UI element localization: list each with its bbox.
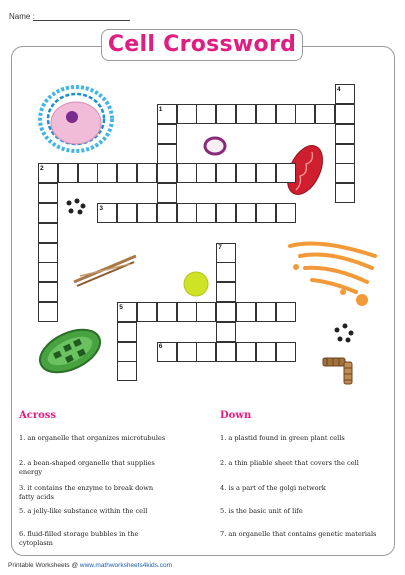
lysosome-icon xyxy=(184,272,208,296)
grid-cell[interactable] xyxy=(38,243,58,263)
grid-cell[interactable] xyxy=(38,203,58,223)
down-clue-5: 5. is the basic unit of life xyxy=(220,507,303,515)
grid-cell[interactable] xyxy=(157,203,177,223)
grid-cell[interactable] xyxy=(38,223,58,243)
grid-cell[interactable] xyxy=(236,163,256,183)
grid-cell[interactable] xyxy=(177,302,197,322)
across-clue-3: 3. it contains the enzyme to break down fatty acids xyxy=(19,484,154,501)
grid-cell[interactable] xyxy=(256,342,276,362)
clue-number: 1 xyxy=(158,105,163,113)
grid-cell[interactable] xyxy=(196,342,216,362)
animal-cell-icon xyxy=(40,87,112,151)
footer xyxy=(8,562,172,569)
clue-number: 5 xyxy=(119,303,123,311)
grid-cell[interactable] xyxy=(276,104,296,124)
grid-cell[interactable] xyxy=(157,302,177,322)
golgi-apparatus-icon xyxy=(290,244,375,306)
grid-cell[interactable] xyxy=(38,262,58,282)
across-heading: Across xyxy=(19,410,57,421)
grid-cell[interactable] xyxy=(335,124,355,144)
grid-cell[interactable] xyxy=(196,302,216,322)
grid-cell[interactable] xyxy=(157,183,177,203)
grid-cell[interactable] xyxy=(38,282,58,302)
grid-cell[interactable] xyxy=(216,342,236,362)
grid-cell[interactable] xyxy=(256,302,276,322)
across-clue-2: 2. a bean-shaped organelle that supplies energy xyxy=(19,459,155,476)
down-clue-4: 4. is a part of the golgi network xyxy=(220,484,326,492)
page-title: Cell Crossword xyxy=(107,32,297,57)
grid-cell[interactable] xyxy=(117,203,137,223)
grid-cell[interactable] xyxy=(335,144,355,164)
down-clue-7: 7. an organelle that contains genetic materials xyxy=(220,530,377,538)
clue-number: 2 xyxy=(40,164,44,172)
across-clue-1: 1. an organelle that organizes microtubules xyxy=(19,434,166,442)
grid-cell[interactable] xyxy=(216,262,236,282)
grid-cell[interactable] xyxy=(137,163,157,183)
grid-cell[interactable] xyxy=(117,163,137,183)
grid-cell[interactable] xyxy=(216,104,236,124)
grid-cell[interactable] xyxy=(315,104,335,124)
grid-cell[interactable] xyxy=(117,322,137,342)
grid-cell[interactable] xyxy=(295,104,315,124)
grid-cell[interactable] xyxy=(276,342,296,362)
grid-cell[interactable] xyxy=(78,163,98,183)
grid-cell[interactable] xyxy=(177,203,197,223)
grid-cell[interactable] xyxy=(256,163,276,183)
grid-cell[interactable] xyxy=(196,104,216,124)
grid-cell[interactable] xyxy=(216,322,236,342)
cytoskeleton-icon xyxy=(74,256,136,286)
grid-cell[interactable] xyxy=(137,203,157,223)
grid-cell[interactable] xyxy=(137,302,157,322)
grid-cell[interactable] xyxy=(157,144,177,164)
ribosome-dots-icon xyxy=(335,324,354,343)
grid-cell[interactable] xyxy=(256,203,276,223)
grid-cell[interactable] xyxy=(216,203,236,223)
chloroplast-icon xyxy=(33,321,106,381)
across-clue-6: 6. fluid-filled storage bubbles in the cytoplasm xyxy=(19,530,139,547)
grid-cell[interactable] xyxy=(58,163,78,183)
grid-cell[interactable] xyxy=(117,361,137,381)
down-clue-2: 2. a thin pliable sheet that covers the cell xyxy=(220,459,359,467)
grid-cell[interactable] xyxy=(157,124,177,144)
grid-cell[interactable] xyxy=(196,163,216,183)
grid-cell[interactable] xyxy=(216,302,236,322)
clue-number: 3 xyxy=(99,204,104,212)
grid-cell[interactable] xyxy=(236,342,256,362)
grid-cell[interactable] xyxy=(97,163,117,183)
grid-cell[interactable] xyxy=(236,203,256,223)
grid-cell[interactable] xyxy=(177,342,197,362)
grid-cell[interactable] xyxy=(276,163,296,183)
ribosome-dots-icon xyxy=(67,199,86,215)
grid-cell[interactable] xyxy=(38,183,58,203)
clue-number: 4 xyxy=(337,85,341,93)
name-label: Name : xyxy=(9,12,35,21)
grid-cell[interactable] xyxy=(38,302,58,322)
grid-cell[interactable] xyxy=(276,203,296,223)
grid-cell[interactable] xyxy=(335,104,355,124)
down-clue-1: 1. a plastid found in green plant cells xyxy=(220,434,345,442)
grid-cell[interactable] xyxy=(177,104,197,124)
grid-cell[interactable] xyxy=(276,302,296,322)
vacuole-icon xyxy=(205,138,225,154)
grid-cell[interactable] xyxy=(177,163,197,183)
grid-cell[interactable] xyxy=(236,104,256,124)
grid-cell[interactable] xyxy=(216,282,236,302)
grid-cell[interactable] xyxy=(117,342,137,362)
grid-cell[interactable] xyxy=(335,163,355,183)
grid-cell[interactable] xyxy=(157,163,177,183)
footer-site-link[interactable]: www.mathworksheets4kids.com xyxy=(79,562,172,569)
grid-cell[interactable] xyxy=(216,163,236,183)
grid-cell[interactable] xyxy=(236,302,256,322)
grid-cell[interactable] xyxy=(335,183,355,203)
grid-cell[interactable] xyxy=(256,104,276,124)
clue-number: 7 xyxy=(218,244,222,252)
centriole-icon xyxy=(323,358,352,384)
grid-cell[interactable] xyxy=(196,203,216,223)
across-clue-5: 5. a jelly-like substance within the cell xyxy=(19,507,148,515)
down-heading: Down xyxy=(220,410,252,421)
footer-prefix: Printable Worksheets @ xyxy=(8,562,79,569)
clue-number: 6 xyxy=(158,343,163,351)
